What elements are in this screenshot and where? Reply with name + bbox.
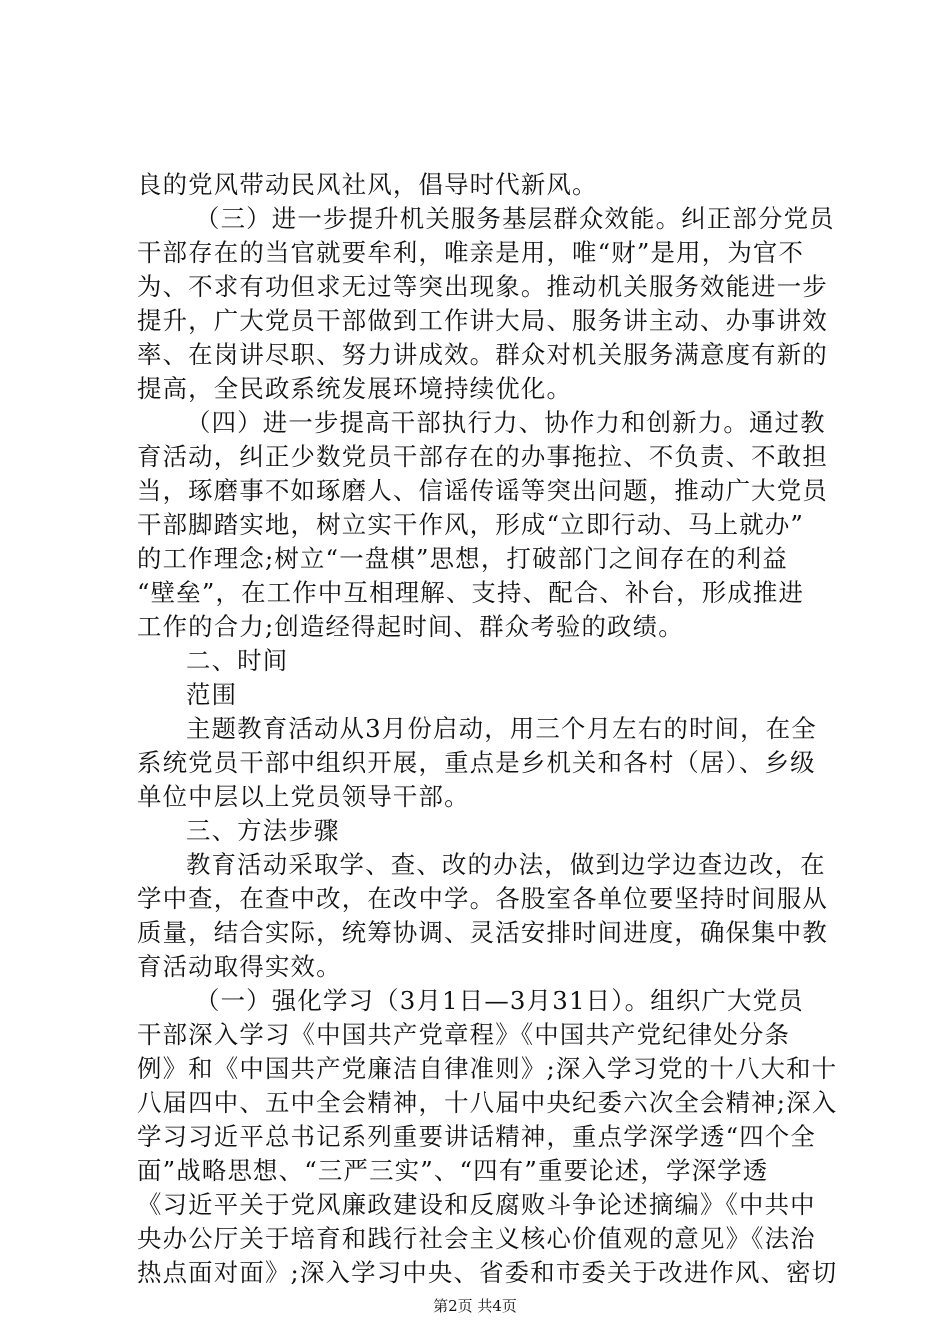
text-line: （四）进一步提高干部执行力、协作力和创新力。通过教 xyxy=(186,408,826,437)
text-line: 系统党员干部中组织开展，重点是乡机关和各村（居）、乡级 xyxy=(137,748,816,777)
document-body xyxy=(137,168,838,1290)
text-line: 《习近平关于党风廉政建设和反腐败斗争论述摘编》《中共中 xyxy=(137,1190,816,1219)
text-line: 当，琢磨事不如琢磨人、信谣传谣等突出问题，推动广大党员 xyxy=(137,476,828,505)
text-line: 单位中层以上党员领导干部。 xyxy=(137,782,470,811)
text-line: 质量，结合实际，统筹协调、灵活安排时间进度，确保集中教 xyxy=(137,918,828,947)
text-line: 为、不求有功但求无过等突出现象。推动机关服务效能进一步 xyxy=(137,272,828,301)
text-line: 率、在岗讲尽职、努力讲成效。群众对机关服务满意度有新的 xyxy=(137,340,828,369)
text-line: 工作的合力;创造经得起时间、群众考验的政绩。 xyxy=(137,612,684,641)
text-line: 八届四中、五中全会精神，十八届中央纪委六次全会精神;深入 xyxy=(137,1088,838,1117)
text-line: 育活动，纠正少数党员干部存在的办事拖拉、不负责、不敢担 xyxy=(137,442,828,471)
text-line: 主题教育活动从3月份启动，用三个月左右的时间，在全 xyxy=(186,714,817,743)
text-line: “壁垒”，在工作中互相理解、支持、配合、补台，形成推进 xyxy=(137,578,805,607)
text-line: 干部脚踏实地，树立实干作风，形成“立即行动、马上就办” xyxy=(137,510,805,539)
text-line: 范围 xyxy=(186,680,238,709)
text-line: 学中查，在查中改，在改中学。各股室各单位要坚持时间服从 xyxy=(137,884,828,913)
text-line: 三、方法步骤 xyxy=(186,816,340,845)
text-line: 育活动取得实效。 xyxy=(137,952,342,981)
text-line: 提升，广大党员干部做到工作讲大局、服务讲主动、办事讲效 xyxy=(137,306,828,335)
text-line: （三）进一步提升机关服务基层群众效能。纠正部分党员 xyxy=(195,204,835,233)
text-line: 二、时间 xyxy=(186,646,289,675)
text-line: 例》和《中国共产党廉洁自律准则》;深入学习党的十八大和十 xyxy=(137,1054,838,1083)
text-line: 良的党风带动民风社风，倡导时代新风。 xyxy=(137,170,598,199)
text-line: （一）强化学习（3月1日—3月31日）。组织广大党员 xyxy=(195,986,804,1015)
text-line: 的工作理念;树立“一盘棋”思想，打破部门之间存在的利益 xyxy=(137,544,788,573)
text-line: 热点面对面》;深入学习中央、省委和市委关于改进作风、密切 xyxy=(137,1258,838,1287)
text-line: 央办公厅关于培育和践行社会主义核心价值观的意见》《法治 xyxy=(137,1224,816,1253)
text-line: 干部存在的当官就要牟利，唯亲是用，唯“财”是用，为官不 xyxy=(137,238,805,267)
text-line: 提高，全民政系统发展环境持续优化。 xyxy=(137,374,573,403)
text-line: 干部深入学习《中国共产党章程》《中国共产党纪律处分条 xyxy=(137,1020,791,1049)
text-line: 教育活动采取学、查、改的办法，做到边学边查边改，在 xyxy=(186,850,826,879)
text-line: 面”战略思想、“三严三实”、“四有”重要论述，学深学透 xyxy=(137,1156,769,1185)
page-footer: 第2页 共4页 xyxy=(433,1297,517,1315)
text-line: 学习习近平总书记系列重要讲话精神，重点学深学透“四个全 xyxy=(137,1122,817,1151)
